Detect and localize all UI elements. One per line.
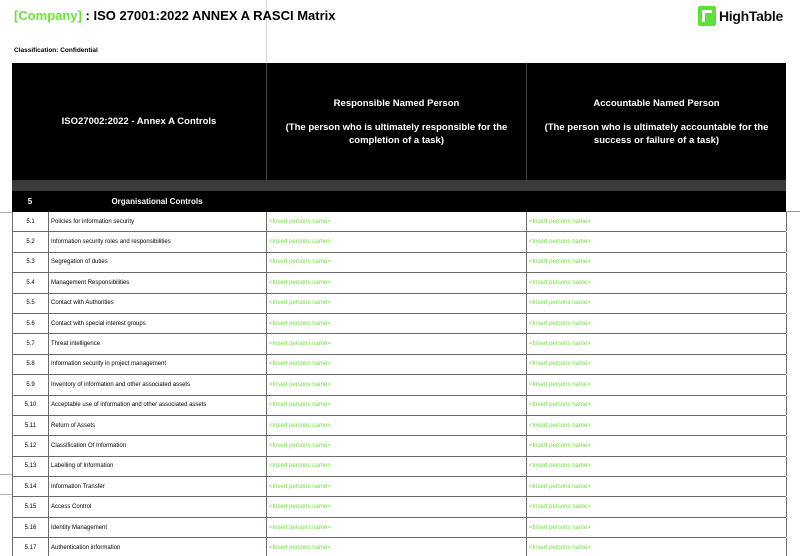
table-row [12,416,786,436]
control-number-cell: 5.6 [13,314,49,333]
accountable-person-cell[interactable]: <Insert persons name> [527,314,787,333]
control-name-cell: Management Responsibilities [49,273,267,292]
accountable-person-cell[interactable]: <Insert persons name> [527,375,787,394]
control-number-cell: 5.11 [13,416,49,435]
control-name-cell: Acceptable use of information and other associated assets [49,396,267,415]
accountable-person-cell[interactable]: <Insert persons name> [527,477,787,496]
accountable-person-cell[interactable]: <Insert persons name> [527,396,787,415]
responsible-person-cell[interactable]: <Insert persons name> [267,457,527,476]
control-number-cell: 5.4 [13,273,49,292]
accountable-person-cell[interactable]: <Insert persons name> [527,436,787,455]
table-row [12,334,786,354]
table-row [12,538,786,556]
accountable-person-cell[interactable]: <Insert persons name> [527,253,787,272]
responsible-person-cell[interactable]: <Insert persons name> [267,314,527,333]
header-responsible-desc: (The person who is ultimately responsible for the completion of a task) [285,121,508,146]
page-title [14,8,336,23]
section-divider [786,211,800,212]
table-row [12,273,786,293]
table-row [12,294,786,314]
accountable-person-cell[interactable]: <Insert persons name> [527,212,787,231]
header-accountable-cell [526,63,786,180]
control-number-cell: 5.7 [13,334,49,353]
section-name: Organisational Controls [111,197,203,206]
table-row [12,457,786,477]
control-number-cell: 5.2 [13,232,49,251]
header-responsible-cell [266,63,526,180]
control-name-cell: Segregation of duties [49,253,267,272]
accountable-person-cell[interactable]: <Insert persons name> [527,518,787,537]
table-row [12,436,786,456]
classification-label: Classification: Confidential [14,47,98,54]
control-name-cell: Identity Management [49,518,267,537]
control-name-cell: Information security roles and responsibilities [49,232,267,251]
table-row [12,253,786,273]
control-number-cell: 5.15 [13,497,49,516]
control-number-cell: 5.1 [13,212,49,231]
table-row [12,375,786,395]
section-row [12,191,786,212]
table-row [12,396,786,416]
control-number-cell: 5.8 [13,355,49,374]
header-accountable-title: Accountable Named Person [593,97,720,109]
control-name-cell: Classification Of Information [49,436,267,455]
responsible-person-cell[interactable]: <Insert persons name> [267,497,527,516]
margin-marker [0,474,12,475]
table-row [12,314,786,334]
header-controls-cell [12,63,266,180]
table-row [12,232,786,252]
control-number-cell: 5.17 [13,538,49,556]
margin-marker [0,494,12,495]
responsible-person-cell[interactable]: <Insert persons name> [267,518,527,537]
control-number-cell: 5.9 [13,375,49,394]
margin-marker [0,212,12,213]
responsible-person-cell[interactable]: <Insert persons name> [267,436,527,455]
header-controls-title: ISO27002:2022 - Annex A Controls [61,116,217,127]
section-number: 5 [27,197,33,206]
responsible-person-cell[interactable]: <Insert persons name> [267,212,527,231]
header-accountable-desc: (The person who is ultimately accountable for the success or failure of a task) [544,121,769,146]
accountable-person-cell[interactable]: <Insert persons name> [527,355,787,374]
control-number-cell: 5.12 [13,436,49,455]
accountable-person-cell[interactable]: <Insert persons name> [527,457,787,476]
responsible-person-cell[interactable]: <Insert persons name> [267,253,527,272]
accountable-person-cell[interactable]: <Insert persons name> [527,232,787,251]
control-name-cell: Information Transfer [49,477,267,496]
table-header [12,63,786,180]
control-number-cell: 5.14 [13,477,49,496]
control-number-cell: 5.5 [13,294,49,313]
table-row [12,477,786,497]
table-row [12,497,786,517]
accountable-person-cell[interactable]: <Insert persons name> [527,538,787,556]
table-row [12,212,786,232]
control-name-cell: Inventory of information and other associated assets [49,375,267,394]
responsible-person-cell[interactable]: <Insert persons name> [267,334,527,353]
control-name-cell: Labelling of Information [49,457,267,476]
control-name-cell: Contact with special interest groups [49,314,267,333]
table-row [12,355,786,375]
accountable-person-cell[interactable]: <Insert persons name> [527,334,787,353]
responsible-person-cell[interactable]: <Insert persons name> [267,273,527,292]
title-separator: : [81,8,94,23]
header-spacer-row [12,180,786,191]
control-number-cell: 5.16 [13,518,49,537]
control-name-cell: Contact with Authorities [49,294,267,313]
accountable-person-cell[interactable]: <Insert persons name> [527,273,787,292]
logo-text: HighTable [719,8,783,24]
accountable-person-cell[interactable]: <Insert persons name> [527,416,787,435]
control-name-cell: Information security in project management [49,355,267,374]
control-name-cell: Policies for information security [49,212,267,231]
accountable-person-cell[interactable]: <Insert persons name> [527,497,787,516]
control-number-cell: 5.13 [13,457,49,476]
responsible-person-cell[interactable]: <Insert persons name> [267,355,527,374]
responsible-person-cell[interactable]: <Insert persons name> [267,396,527,415]
responsible-person-cell[interactable]: <Insert persons name> [267,477,527,496]
title-text: ISO 27001:2022 ANNEX A RASCI Matrix [93,8,336,23]
responsible-person-cell[interactable]: <Insert persons name> [267,538,527,556]
accountable-person-cell[interactable]: <Insert persons name> [527,294,787,313]
control-name-cell: Access Control [49,497,267,516]
responsible-person-cell[interactable]: <Insert persons name> [267,416,527,435]
header-responsible-title: Responsible Named Person [333,97,460,109]
hightable-logo [698,6,783,26]
controls-table-body [12,212,786,556]
responsible-person-cell[interactable]: <Insert persons name> [267,294,527,313]
hightable-logo-icon [698,6,716,26]
control-name-cell: Threat intelligence [49,334,267,353]
control-name-cell: Return of Assets [49,416,267,435]
control-number-cell: 5.10 [13,396,49,415]
responsible-person-cell[interactable]: <Insert persons name> [267,232,527,251]
control-name-cell: Authentication information [49,538,267,556]
table-row [12,518,786,538]
company-placeholder: [Company] [14,8,82,23]
control-number-cell: 5.3 [13,253,49,272]
responsible-person-cell[interactable]: <Insert persons name> [267,375,527,394]
